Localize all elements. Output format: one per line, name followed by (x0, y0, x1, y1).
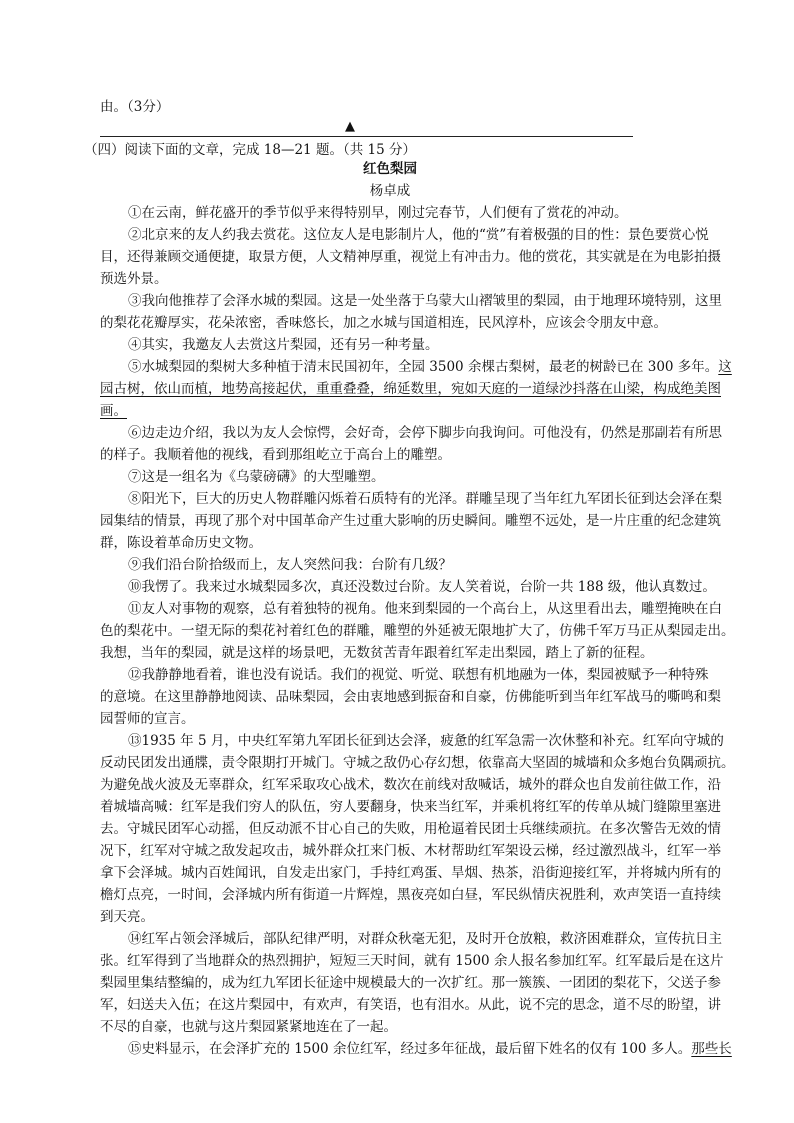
paragraph-15-line (128, 1038, 748, 1060)
paragraph-13-line: ⑬1935 年 5 月，中央红军第九军团长征到达会泽，疲惫的红军急需一次休整和补充。红军向守城的 (128, 733, 724, 749)
paragraph-5-underlined-line: 画。 (100, 403, 127, 419)
paragraph-13-line: 反动民团发出通牒，责令限期打开城门。守城之敌仍心存幻想，依靠高大坚固的城墙和众多炮台负隅顽抗。 (100, 755, 735, 771)
paragraph-7: ⑦这是一组名为《乌蒙磅礴》的大型雕塑。 (128, 469, 385, 485)
paragraph-13-line: 到天亮。 (100, 909, 154, 925)
previous-question-tail: 由。（3分） (100, 99, 170, 115)
paragraph-12-line: ⑫我静静地看着，谁也没有说话。我们的视觉、听觉、联想有机地融为一体，梨园被赋予一种特殊 (128, 667, 709, 683)
article-title: 红色梨园 (363, 161, 417, 177)
answer-line (100, 136, 633, 137)
paragraph-14-line: 军，妇送夫入伍；在这片梨园中，有欢声，有笑语，也有泪水。从此，说不完的思念，道不尽的盼望，讲 (100, 997, 721, 1013)
paragraph-6-line: ⑥边走边介绍，我以为友人会惊愕，会好奇，会停下脚步向我询问。可他没有，仍然是那副若有所思 (128, 425, 722, 441)
paragraph-13-line: 檐灯点亮，一时间，会泽城内所有街道一片辉煌，黑夜亮如白昼，军民纵情庆祝胜利，欢声笑语一直持续 (100, 887, 721, 903)
paragraph-14-line: 张。红军得到了当地群众的热烈拥护，短短三天时间，就有 1500 余人报名参加红军。红军最后是在这片 (100, 953, 724, 969)
paragraph-13-line: 为避免战火波及无辜群众，红军采取攻心战术，数次在前线对敌喊话，城外的群众也自发前往做工作，沿 (100, 777, 721, 793)
paragraph-3-line: ③我向他推荐了会泽水城的梨园。这是一处坐落于乌蒙大山褶皱里的梨园，由于地理环境特别，这里 (128, 293, 722, 309)
paragraph-4: ④其实，我邀友人去赏这片梨园，还有另一种考量。 (128, 337, 439, 353)
paragraph-5-underlined-text: 这 (718, 359, 732, 375)
paragraph-5-underlined-line: 园古树，依山而植，地势高接起伏，重重叠叠，绵延数里，宛如天庭的一道绿沙抖落在山梁，构成绝美图 (100, 381, 721, 397)
paragraph-14-line: 梨园里集结整编的，成为红九军团长征途中规模最大的一次扩红。那一簇簇、一团团的梨花下，父送子参 (100, 975, 721, 991)
paragraph-8-line: 园集结的情景，再现了那个对中国革命产生过重大影响的历史瞬间。雕塑不远处，是一片庄重的纪念建筑 (100, 513, 721, 529)
paragraph-11-line: 我想，当年的梨园，就是这样的场景吧，无数贫苦青年跟着红军走出梨园，踏上了新的征程。 (100, 645, 654, 661)
paragraph-12-line: 的意境。在这里静静地阅读、品味梨园，会由衷地感到振奋和自豪，仿佛能听到当年红军战马的嘶鸣和梨 (100, 689, 721, 705)
article-author: 杨卓成 (369, 183, 411, 199)
paragraph-12-line: 园誓师的宣言。 (100, 711, 195, 727)
paragraph-2-line: 预选外景。 (100, 271, 168, 287)
paragraph-13-line: 况下，红军对守城之敌发起攻击，城外群众扛来门板、木材帮助红军架设云梯，经过激烈战斗，红军一举 (100, 843, 721, 859)
paragraph-11-line: ⑪友人对事物的观察，总有着独特的视角。他来到梨园的一个高台上，从这里看出去，雕塑掩映在白 (128, 601, 722, 617)
paragraph-15-underlined-text: 那些长 (691, 1041, 732, 1057)
paragraph-1: ①在云南，鲜花盛开的季节似乎来得特别早，刚过完春节，人们便有了赏花的冲动。 (128, 205, 628, 221)
paragraph-5-line (128, 356, 748, 378)
paragraph-11-line: 色的梨花中。一望无际的梨花衬着红色的群雕，雕塑的外延被无限地扩大了，仿佛千军万马正从梨园走出。 (100, 623, 735, 639)
section-heading: （四）阅读下面的文章，完成 18—21 题。（共 15 分） (84, 142, 416, 158)
paragraph-13-line: 着城墙高喊：红军是我们穷人的队伍，穷人要翻身，快来当红军，并乘机将红军的传单从城门缝隙里塞进 (100, 799, 721, 815)
paragraph-13-line: 拿下会泽城。城内百姓闻讯，自发走出家门，手持红鸡蛋、旱烟、热茶，沿街迎接红军，并将城内所有的 (100, 865, 721, 881)
paragraph-5-plain-text: ⑤水城梨园的梨树大多种植于清末民国初年，全园 3500 余棵古梨树，最老的树龄已在 300 多年。 (128, 359, 719, 375)
paragraph-15-plain-text: ⑮史料显示，在会泽扩充的 1500 余位红军，经过多年征战，最后留下姓名的仅有 100 多人。 (128, 1041, 692, 1057)
paragraph-2-line: 目，还得兼顾交通便捷，取景方便，人文精神厚重，视觉上有冲击力。他的赏花，其实就是在为电影拍摄 (100, 249, 721, 265)
paragraph-13-line: 去。守城民团军心动摇，但反动派不甘心自己的失败，用枪逼着民团士兵继续顽抗。在多次警告无效的情 (100, 821, 721, 837)
paragraph-2-line: ②北京来的友人约我去赏花。这位友人是电影制片人，他的“赏”有着极强的目的性：景色要赏心悦 (128, 227, 709, 243)
paragraph-10: ⑩我愣了。我来过水城梨园多次，真还没数过台阶。友人笑着说，台阶一共 188 级，他认真数过。 (128, 579, 716, 595)
paragraph-14-line: ⑭红军占领会泽城后，部队纪律严明，对群众秋毫无犯，及时开仓放粮，救济困难群众，宣传抗日主 (128, 931, 722, 947)
paragraph-6-line: 的样子。我顺着他的视线，看到那组屹立于高台上的雕塑。 (100, 447, 451, 463)
paragraph-9: ⑨我们沿台阶拾级而上，友人突然问我：台阶有几级？ (128, 557, 452, 573)
paragraph-8-line: ⑧阳光下，巨大的历史人物群雕闪烁着石质特有的光泽。群雕呈现了当年红九军团长征到达会泽在梨 (128, 491, 722, 507)
paragraph-8-line: 群，陈设着革命历史文物。 (100, 535, 262, 551)
answer-marker-triangle: ▲ (345, 119, 355, 134)
paragraph-3-line: 的梨花花瓣厚实，花朵浓密，香味悠长，加之水城与国道相连，民风淳朴，应该会令朋友中意。 (100, 315, 667, 331)
paragraph-14-line: 不尽的自豪，也就与这片梨园紧紧地连在了一起。 (100, 1019, 397, 1035)
